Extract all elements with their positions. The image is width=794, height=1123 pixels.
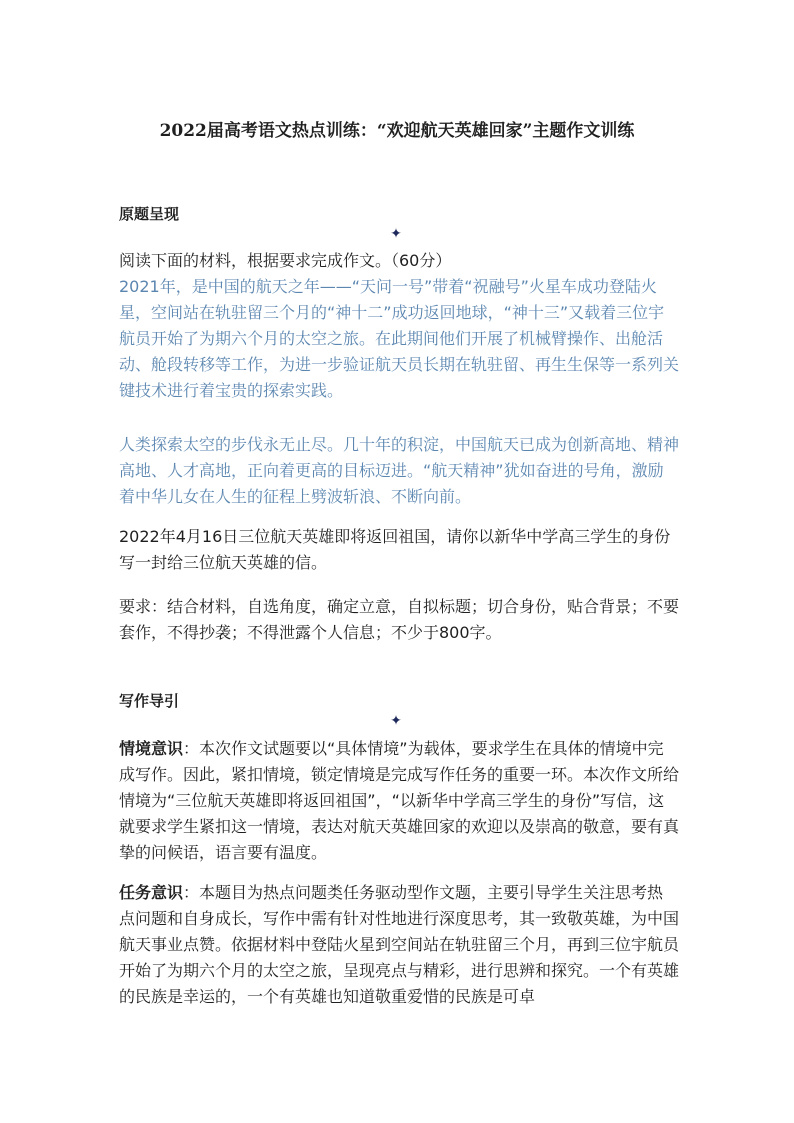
task-awareness-text: ：本题目为热点问题类任务驱动型作文题，主要引导学生关注思考热点问题和自身成长，写作中需有针对性地进行深度思考，其一致敬英雄，为中国航天事业点赞。依据材料中登陆火星到空间站在轨驻留三个月，再到三位宇航员开始了为期六个月的太空之旅，呈现亮点与精彩，进行思辨和探究。一个有英雄的民族是幸运的，一个有英雄也知道敬重爱惜的民族是可卓: [119, 883, 680, 1006]
situation-awareness-label: 情境意识: [119, 739, 184, 758]
situation-awareness-text: ：本次作文试题要以“具体情境”为载体，要求学生在具体的情境中完成写作。因此，紧扣情境，锁定情境是完成写作任务的重要一环。本次作文所给情境为“三位航天英雄即将返回祖国”，“以新华中学高三学生的身份”写信，这就要求学生紧扣这一情境，表达对航天英雄回家的欢迎以及崇高的敬意，要有真挚的问候语，语言要有温度。: [119, 739, 680, 862]
star-divider-icon: ✦: [390, 226, 402, 242]
instruction-text: 阅读下面的材料，根据要求完成作文。（60分）: [119, 251, 452, 270]
task-awareness-paragraph: [119, 880, 679, 1010]
section-heading-writing-guide: 写作导引: [119, 692, 180, 710]
material-paragraph-2: 人类探索太空的步伐永无止尽。几十年的积淀，中国航天已成为创新高地、精神高地、人才高地，正向着更高的目标迈进。“航天精神”犹如奋进的号角，激励着中华儿女在人生的征程上劈波斩浪、不断向前。: [119, 435, 680, 506]
task-text: 2022年4月16日三位航天英雄即将返回祖国，请你以新华中学高三学生的身份写一封给三位航天英雄的信。: [119, 527, 671, 572]
document-title: 2022届高考语文热点训练：“欢迎航天英雄回家”主题作文训练: [159, 121, 635, 141]
requirements-text: 要求：结合材料，自选角度，确定立意，自拟标题；切合身份，贴合背景；不要套作，不得抄袭；不得泄露个人信息；不少于800字。: [119, 597, 680, 642]
section-heading-original-question: 原题呈现: [119, 205, 180, 223]
task-awareness-label: 任务意识: [119, 883, 184, 902]
situation-awareness-paragraph: [119, 736, 679, 866]
star-divider-icon: ✦: [390, 713, 402, 729]
material-paragraph-1: 2021年，是中国的航天之年——“天问一号”带着“祝融号”火星车成功登陆火星，空间站在轨驻留三个月的“神十二”成功返回地球，“神十三”又载着三位宇航员开始了为期六个月的太空之旅。在此期间他们开展了机械臂操作、出舱活动、舱段转移等工作，为进一步验证航天员长期在轨驻留、再生生保等一系列关键技术进行着宝贵的探索实践。: [119, 277, 680, 400]
